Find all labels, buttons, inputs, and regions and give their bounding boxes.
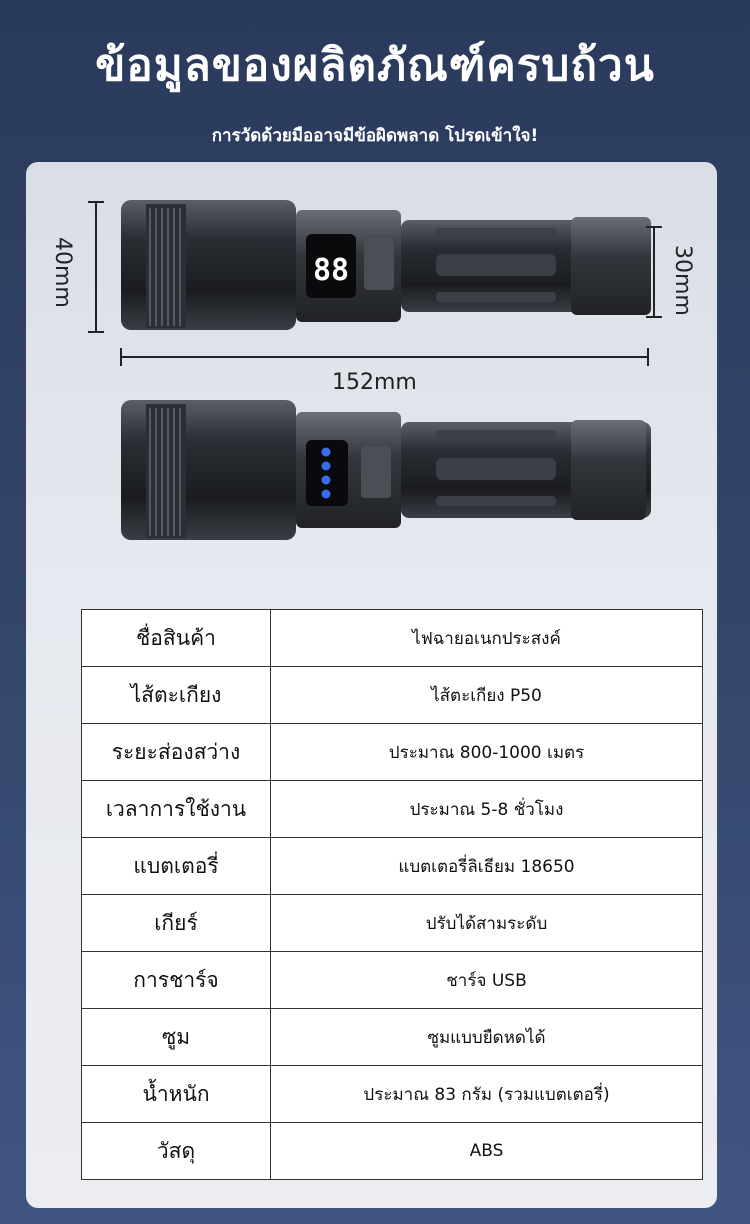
spec-value: ไส้ตะเกียง P50 — [271, 667, 703, 724]
spec-label: เกียร์ — [82, 895, 271, 952]
spec-value: ประมาณ 5-8 ชั่วโมง — [271, 781, 703, 838]
spec-value: ปรับได้สามระดับ — [271, 895, 703, 952]
spec-label: แบตเตอรี่ — [82, 838, 271, 895]
flashlight-bottom — [121, 400, 651, 540]
spec-value: ซูมแบบยืดหดได้ — [271, 1009, 703, 1066]
dimension-height-head: 40mm — [50, 237, 75, 308]
table-row — [82, 667, 703, 724]
dimension-length: 152mm — [332, 370, 417, 395]
table-row — [82, 952, 703, 1009]
spec-label: วัสดุ — [82, 1123, 271, 1180]
table-row — [82, 1009, 703, 1066]
spec-label: การชาร์จ — [82, 952, 271, 1009]
page-title: ข้อมูลของผลิตภัณฑ์ครบถ้วน — [95, 40, 655, 91]
spec-label: ซูม — [82, 1009, 271, 1066]
spec-label: น้ำหนัก — [82, 1066, 271, 1123]
spec-value: แบตเตอรี่ลิเธียม 18650 — [271, 838, 703, 895]
table-row — [82, 1066, 703, 1123]
table-row — [82, 838, 703, 895]
product-panel — [26, 162, 717, 1208]
flashlight-top — [121, 200, 651, 330]
spec-label: เวลาการใช้งาน — [82, 781, 271, 838]
spec-label: ระยะส่องสว่าง — [82, 724, 271, 781]
page-subtitle: การวัดด้วยมืออาจมีข้อผิดพลาด โปรดเข้าใจ! — [211, 126, 539, 146]
spec-label: ไส้ตะเกียง — [82, 667, 271, 724]
spec-value: ABS — [271, 1123, 703, 1180]
display-digits: 88 — [312, 253, 350, 288]
table-row — [82, 895, 703, 952]
spec-value: ไฟฉายอเนกประสงค์ — [271, 610, 703, 667]
table-row — [82, 724, 703, 781]
spec-label: ชื่อสินค้า — [82, 610, 271, 667]
spec-value: ประมาณ 83 กรัม (รวมแบตเตอรี่) — [271, 1066, 703, 1123]
dimension-height-tail: 30mm — [670, 245, 695, 316]
table-row — [82, 1123, 703, 1180]
table-row — [82, 781, 703, 838]
spec-value: ชาร์จ USB — [271, 952, 703, 1009]
table-row — [82, 610, 703, 667]
spec-value: ประมาณ 800-1000 เมตร — [271, 724, 703, 781]
spec-table — [81, 609, 703, 1180]
